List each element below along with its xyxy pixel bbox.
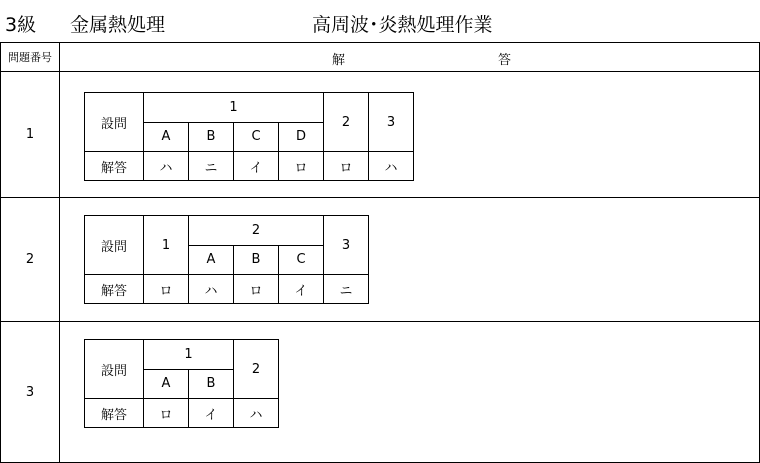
problem-row [1,198,760,322]
question-group-label: 1 [144,340,234,370]
sub-question-label: B [189,369,234,399]
grade-label: 3級 [5,14,37,36]
answer-value: ロ [324,152,369,181]
answer-value: ロ [144,275,189,304]
answer-value: ハ [144,152,189,181]
question-group-label: 3 [369,93,414,152]
problem-number: 3 [1,322,60,463]
question-label: 設問 [85,340,144,399]
sub-question-label: B [234,245,279,275]
sub-question-label: C [279,245,324,275]
answer-cell [60,198,760,322]
answer-value: ロ [279,152,324,181]
problem-number: 1 [1,72,60,198]
question-group-label: 1 [144,216,189,275]
task-title: 高周波･炎熱処理作業 [312,14,493,36]
question-label: 設問 [85,216,144,275]
sub-question-label: D [279,122,324,152]
answer-cell [60,322,760,463]
answer-value: ハ [189,275,234,304]
sub-question-label: B [189,122,234,152]
sub-question-label: A [144,369,189,399]
answer-label: 解答 [85,399,144,428]
problem-number-header: 問題番号 [1,43,60,72]
problem-row [1,72,760,198]
sub-question-label: A [189,245,234,275]
question-group-label: 2 [234,340,279,399]
answer-sheet-table [0,42,760,463]
answer-label: 解答 [85,275,144,304]
question-group-label: 3 [324,216,369,275]
sub-question-label: C [234,122,279,152]
answer-value: ハ [369,152,414,181]
answer-header-char-1: 解 [332,53,346,68]
question-group-label: 1 [144,93,324,123]
answer-value: ハ [234,399,279,428]
answer-value: イ [279,275,324,304]
answer-header-char-2: 答 [498,53,512,68]
answer-grid [84,92,414,181]
answer-value: ニ [189,152,234,181]
problem-number: 2 [1,198,60,322]
answer-value: ロ [234,275,279,304]
problem-row [1,322,760,463]
answer-value: ロ [144,399,189,428]
answer-header [60,43,760,72]
answer-cell [60,72,760,198]
sub-question-label: A [144,122,189,152]
question-label: 設問 [85,93,144,152]
question-group-label: 2 [324,93,369,152]
document-header [0,0,760,42]
question-group-label: 2 [189,216,324,246]
answer-grid [84,339,279,428]
answer-value: イ [189,399,234,428]
answer-value: ニ [324,275,369,304]
answer-grid [84,215,369,304]
table-header-row [1,43,760,72]
answer-label: 解答 [85,152,144,181]
subject-title: 金属熱処理 [70,14,166,36]
answer-value: イ [234,152,279,181]
